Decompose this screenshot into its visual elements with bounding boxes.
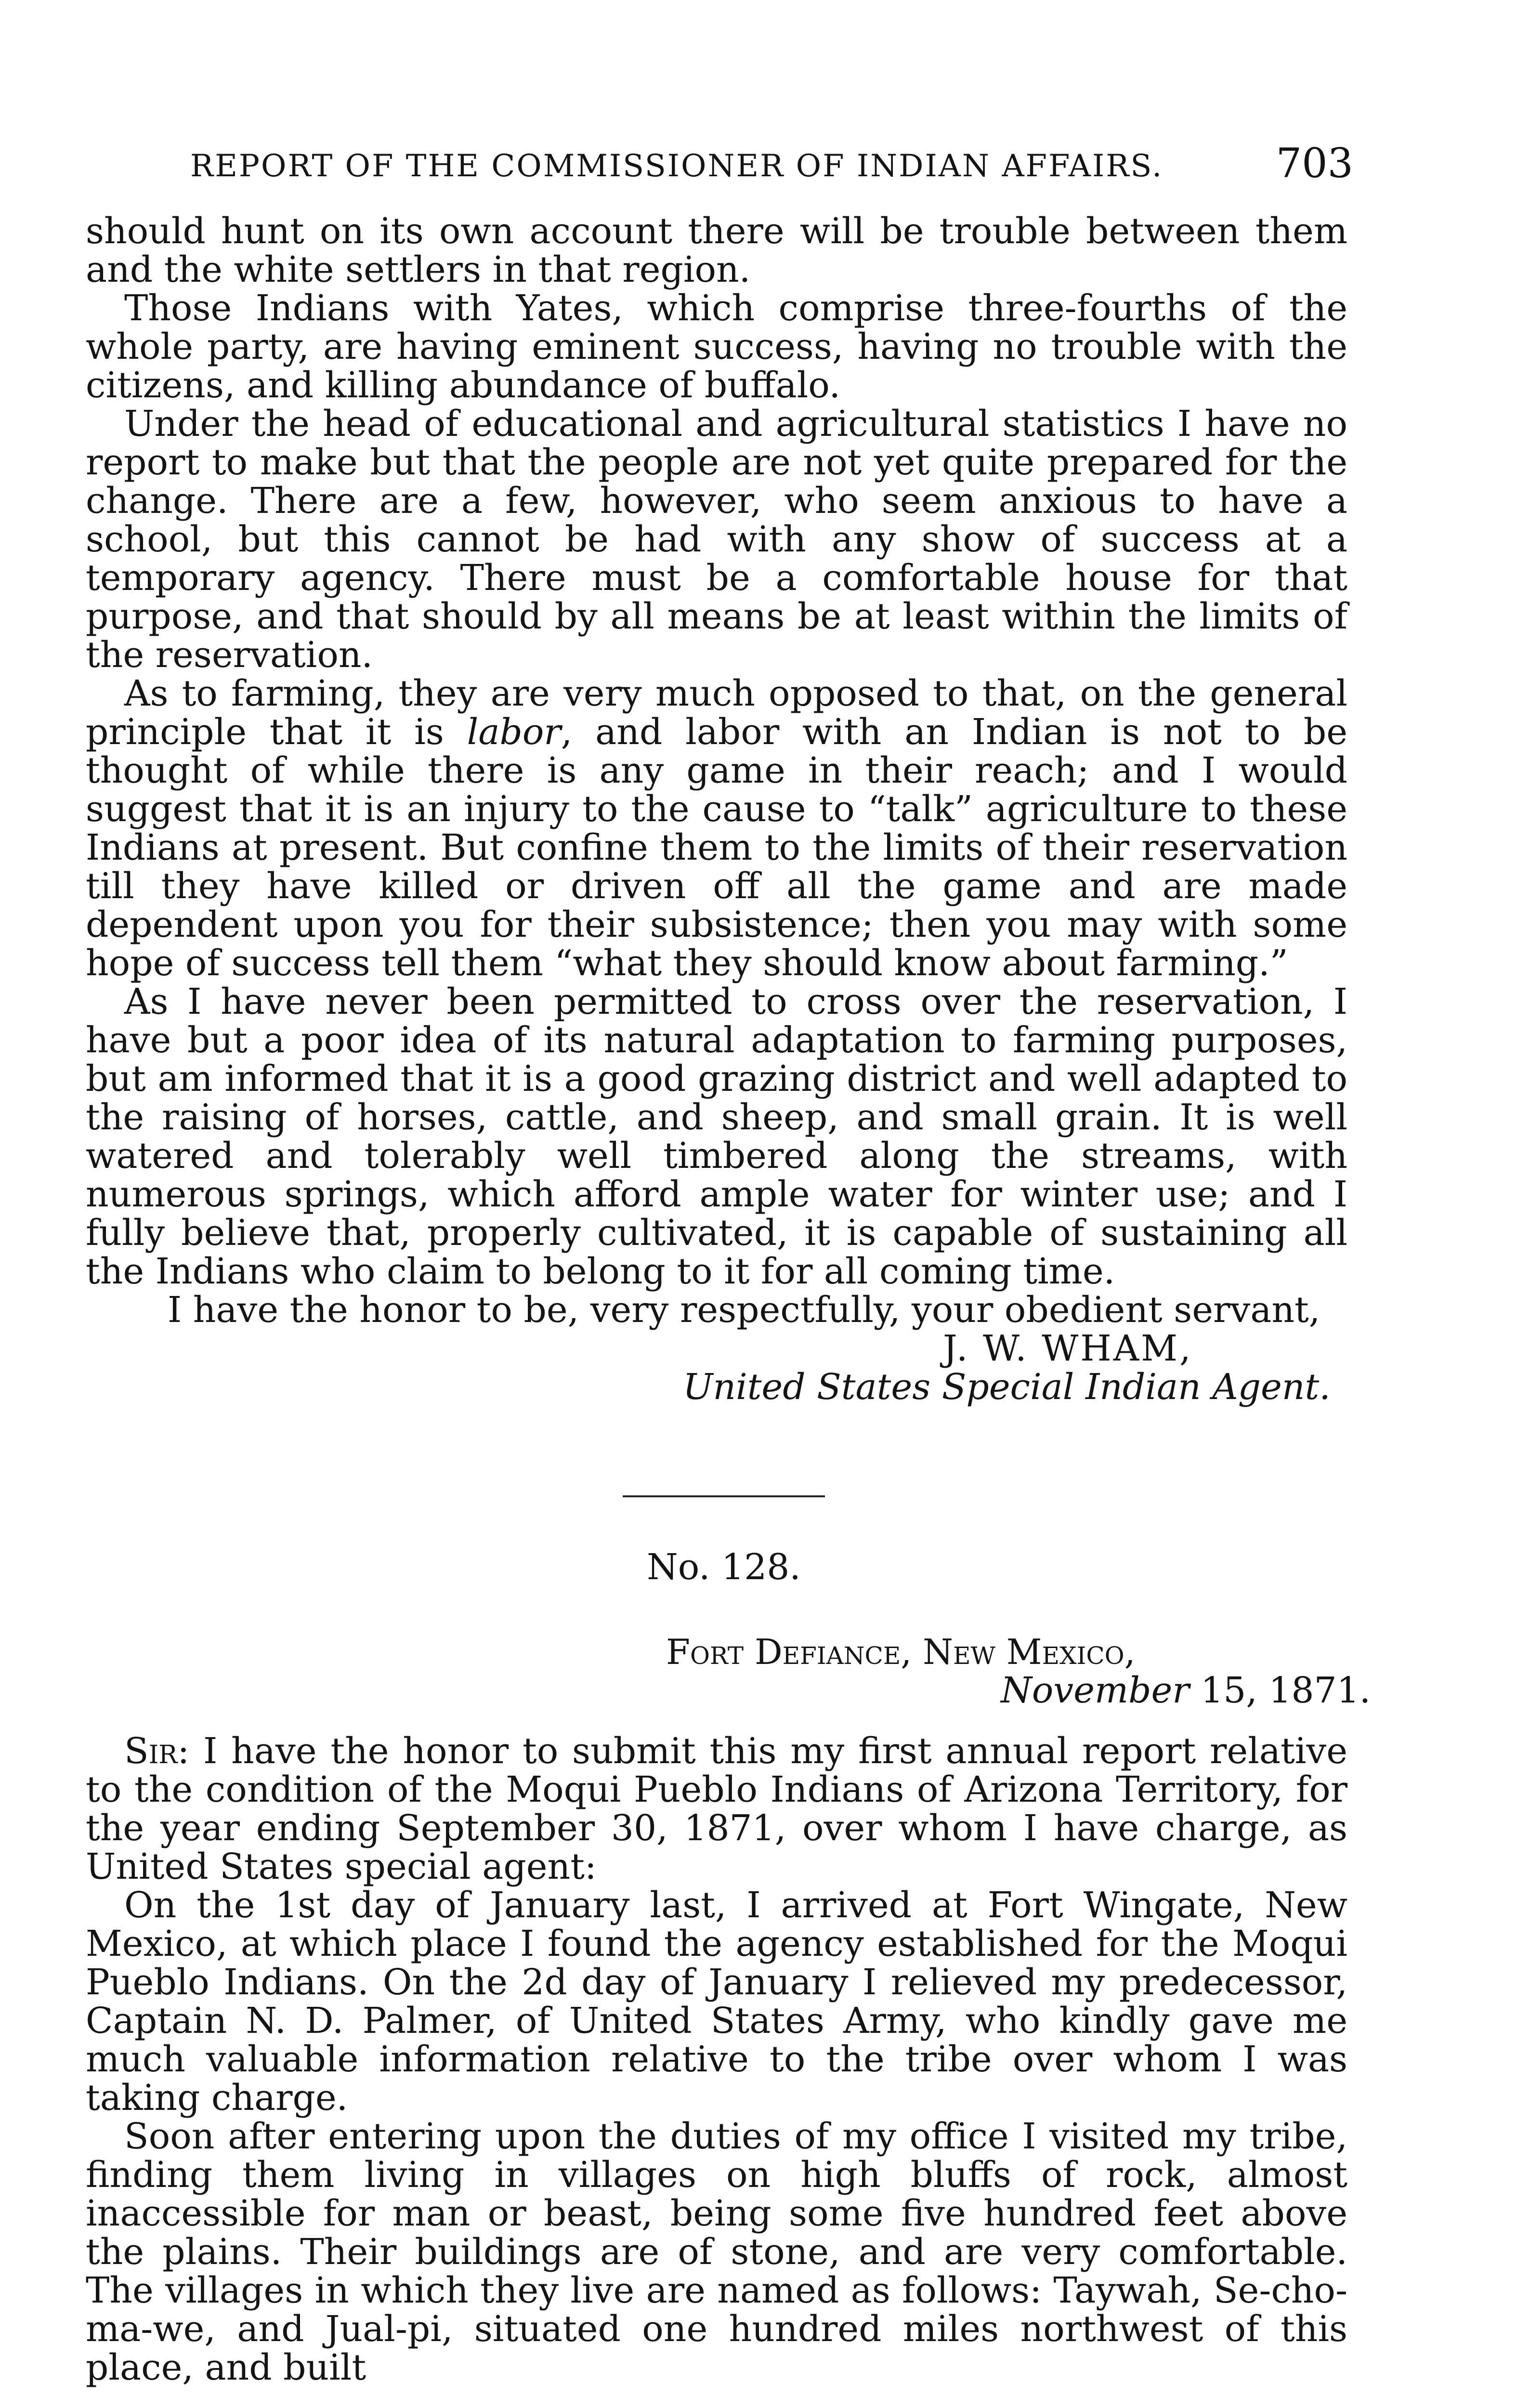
signature-block	[86, 1291, 1347, 1406]
paragraph-reservation: As I have never been permitted to cross over the reservation, I have but a poor idea of its natural adaptation to farming purposes, but am informed that it is a good grazing district and well adapted to the raising of horses, cattle, and sheep, and small grain. It is well watered and tolerably well timbered along the streams, with numerous springs, which afford ample water for winter use; and I fully believe that, properly cultivated, it is capable of sustaining all the Indians who claim to belong to it for all coming time.	[86, 981, 1347, 1292]
running-head	[190, 140, 1353, 193]
section-divider	[623, 1495, 825, 1497]
paragraph-farming	[86, 674, 1347, 982]
dateline-day-year: 15, 1871.	[1189, 1670, 1371, 1711]
paragraph-arrival: On the 1st day of January last, I arrived at Fort Wingate, New Mexico, at which place I found the agency established for the Moqui Pueblo Indians. On the 2d day of January I relieved my predecessor, Captain N. D. Palmer, of United States Army, who kindly gave me much valuable information relative to the tribe over whom I was taking charge.	[86, 1885, 1347, 2119]
paragraph-education: Under the head of educational and agricultural statistics I have no report to make but that the people are not yet quite prepared for the change. There are a few, however, who seem anxious to have a school, but this cannot be had with any show of success at a temporary agency. There must be a comfortable house for that purpose, and that should by all means be at least within the limits of the reservation.	[86, 403, 1347, 676]
running-title: REPORT OF THE COMMISSIONER OF INDIAN AFFAIRS.	[190, 148, 1164, 184]
signer-title: United States Special Indian Agent.	[683, 1366, 1331, 1408]
dateline-month: November	[1001, 1670, 1190, 1711]
text-column	[86, 210, 1371, 2388]
paragraph-continuation: should hunt on its own account there will be trouble between them and the white settlers in that region.	[86, 210, 1347, 290]
farming-text-start: As to farming, they are very much opposed to that, on the general principle that it is	[86, 673, 1347, 753]
paragraph-villages: Soon after entering upon the duties of my office I visited my tribe, finding them living in villages on high bluffs of rock, almost inaccessible for man or beast, being some five hundred feet above the plains. Their buildings are of stone, and are very comfortable. The villages in which they live are named as follows: Taywah, Se-cho-ma-we, and Jual-pi, situated one hundred miles northwest of this place, and built	[86, 2116, 1347, 2388]
salutation: Sir	[124, 1730, 178, 1772]
signer-name: J. W. WHAM,	[943, 1328, 1193, 1369]
farming-text-end: , and labor with an Indian is not to be thought of while there is any game in their reach; and I would suggest that it is an injury to the cause to “talk” agriculture to these Indians at present. But confine them to the limits of their reservation till they have killed or driven off all the game and are made dependent upon you for their subsistence; then you may with some hope of success tell them “what they should know about farming.”	[86, 711, 1347, 984]
page-number: 703	[1276, 140, 1353, 187]
dateline-date	[1001, 1671, 1371, 1710]
salutation-paragraph-text: : I have the honor to submit this my first annual report relative to the condition of the Moqui Pueblo Indians of Arizona Territory, for the year ending September 30, 1871, over whom I have charge, as United States special agent:	[86, 1730, 1347, 1887]
document-number: No. 128.	[647, 1546, 801, 1588]
dateline-place: Fort Defiance, New Mexico,	[666, 1632, 1136, 1672]
paragraph-salutation	[86, 1732, 1347, 1886]
dateline	[86, 1632, 1371, 1729]
report-body	[86, 1732, 1347, 2387]
closing-line: I have the honor to be, very respectfully, your obedient servant,	[168, 1289, 1321, 1331]
italic-labor: labor	[467, 711, 561, 753]
paragraph-yates: Those Indians with Yates, which comprise three-fourths of the whole party, are having eminent success, having no trouble with the citizens, and killing abundance of buffalo.	[86, 288, 1347, 406]
